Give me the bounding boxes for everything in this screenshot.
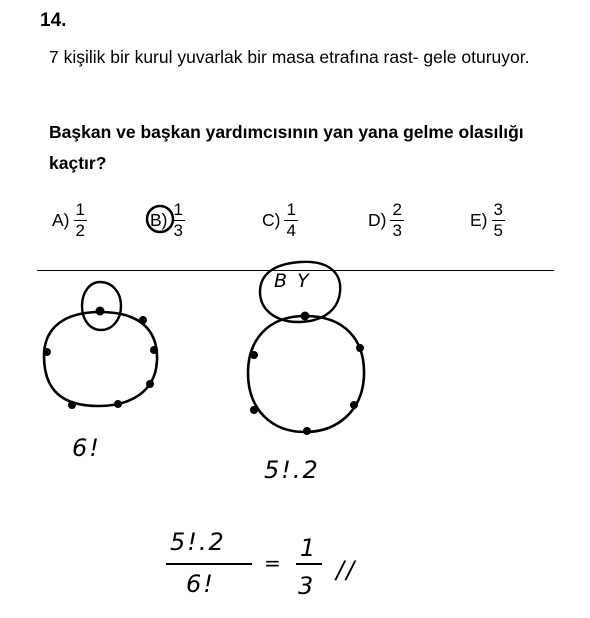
group-label-by: B Y (274, 270, 311, 292)
fraction-numerator: 3 (493, 200, 503, 219)
seat-dot (350, 401, 358, 409)
right-table-circle (248, 316, 364, 432)
answer-denominator: 3 (298, 572, 316, 600)
left-highlight-loop (82, 282, 121, 330)
answer-numerator: 1 (300, 534, 318, 562)
question-text: 7 kişilik bir kurul yuvarlak bir masa etrafına rast- gele oturuyor. (49, 47, 530, 67)
seat-dot (68, 401, 76, 409)
question-prompt: Başkan ve başkan yardımcısının yan yana gelme olasılığı kaçtır? (49, 122, 524, 173)
fraction-numerator: 1 (75, 200, 85, 219)
right-count-text: 5!.2 (264, 456, 320, 484)
seat-dot (150, 346, 158, 354)
seat-dot (146, 380, 154, 388)
end-mark: // (336, 556, 357, 584)
choice-label: C) (262, 210, 281, 230)
left-table-circle (44, 312, 157, 406)
seat-dot (114, 400, 122, 408)
fraction-denominator: 5 (493, 221, 503, 240)
equals-sign: = (264, 551, 283, 575)
choice-label: E) (470, 210, 488, 230)
seat-dot (301, 312, 310, 321)
fraction-numerator: 1 (173, 200, 183, 219)
seat-dot (43, 348, 51, 356)
choice-label: A) (52, 210, 70, 230)
fraction-numerator: 1 (286, 200, 296, 219)
choice-label: B) (150, 210, 168, 230)
fraction-denominator: 3 (392, 221, 402, 240)
selected-answer-circle (147, 206, 173, 232)
seat-dot (303, 427, 311, 435)
choice-label: D) (368, 210, 387, 230)
fraction-denominator: 4 (286, 221, 296, 240)
question-number: 14. (40, 10, 67, 31)
seat-dot (356, 344, 364, 352)
seat-dot (250, 406, 258, 414)
seat-dot (250, 351, 258, 359)
seat-dot (139, 316, 147, 324)
fraction-numerator: 2 (392, 200, 402, 219)
fraction-denominator: 2 (75, 221, 85, 240)
result-denominator: 6! (186, 570, 215, 598)
fraction-denominator: 3 (173, 221, 183, 240)
result-numerator: 5!.2 (170, 528, 226, 556)
left-count-text: 6! (72, 434, 101, 462)
seat-dot (96, 307, 105, 316)
